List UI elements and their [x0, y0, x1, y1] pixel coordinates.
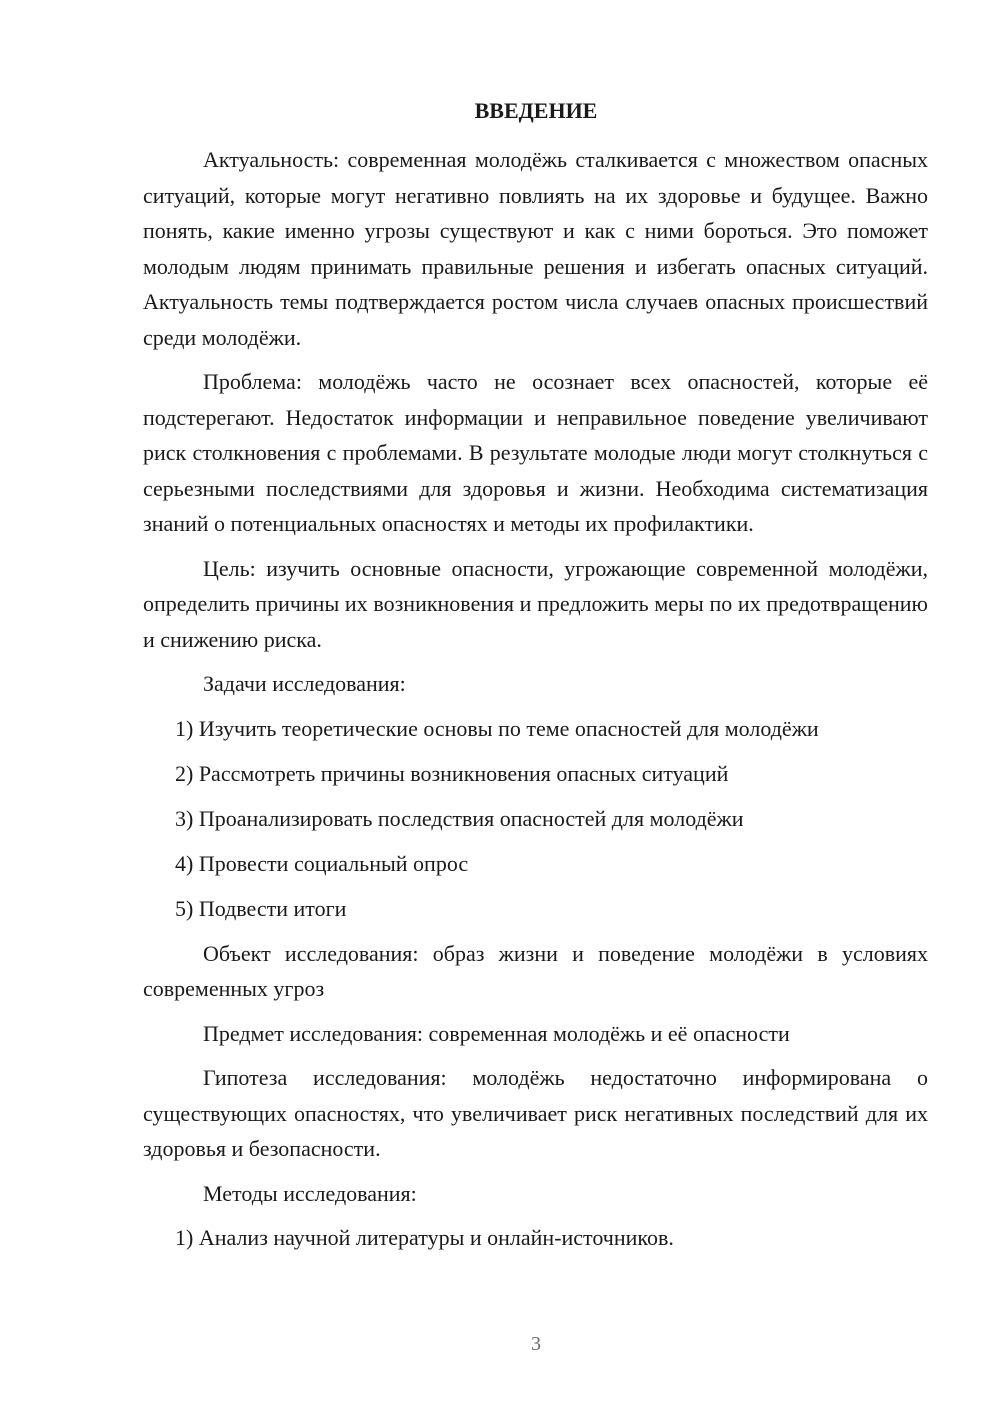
task-item: 1) Изучить теоретические основы по теме опасностей для молодёжи	[175, 715, 819, 741]
body-text	[143, 142, 928, 1265]
page-number: 3	[531, 1333, 541, 1355]
task-item: 3) Проанализировать последствия опасностей для молодёжи	[175, 805, 744, 831]
page-title: ВВЕДЕНИЕ	[474, 98, 598, 123]
methods-heading: Методы исследования:	[203, 1180, 417, 1206]
problem-paragraph: Проблема: молодёжь часто не осознает всех опасностей, которые её подстерегают. Недостаток информации и неправильное поведение увеличивают риск столкновения с проблемами. В результате молодые люди могут столкнуться с серьезными последствиями для здоровья и жизни. Необходима систематизация знаний о потенциальных опасностях и методы их профилактики.	[143, 369, 928, 536]
hypothesis-paragraph: Гипотеза исследования: молодёжь недостаточно информирована о существующих опасностях, что увеличивает риск негативных последствий для их здоровья и безопасности.	[143, 1065, 928, 1161]
task-item: 5) Подвести итоги	[175, 895, 347, 921]
relevance-paragraph: Актуальность: современная молодёжь сталкивается с множеством опасных ситуаций, которые могут негативно повлиять на их здоровье и будущее. Важно понять, какие именно угрозы существуют и как с ними бороться. Это поможет молодым людям принимать правильные решения и избегать опасных ситуаций. Актуальность темы подтверждается ростом числа случаев опасных происшествий среди молодёжи.	[143, 147, 928, 350]
task-item: 2) Рассмотреть причины возникновения опасных ситуаций	[175, 760, 729, 786]
task-item: 4) Провести социальный опрос	[175, 850, 469, 876]
object-paragraph: Объект исследования: образ жизни и поведение молодёжи в условиях современных угроз	[143, 940, 928, 1001]
subject-paragraph: Предмет исследования: современная молодёжь и её опасности	[203, 1020, 790, 1046]
method-item: 1) Анализ научной литературы и онлайн-источников.	[175, 1225, 674, 1250]
tasks-heading: Задачи исследования:	[203, 671, 406, 696]
goal-paragraph: Цель: изучить основные опасности, угрожающие современной молодёжи, определить причины их возникновения и предложить меры по их предотвращению и снижению риска.	[143, 555, 928, 652]
